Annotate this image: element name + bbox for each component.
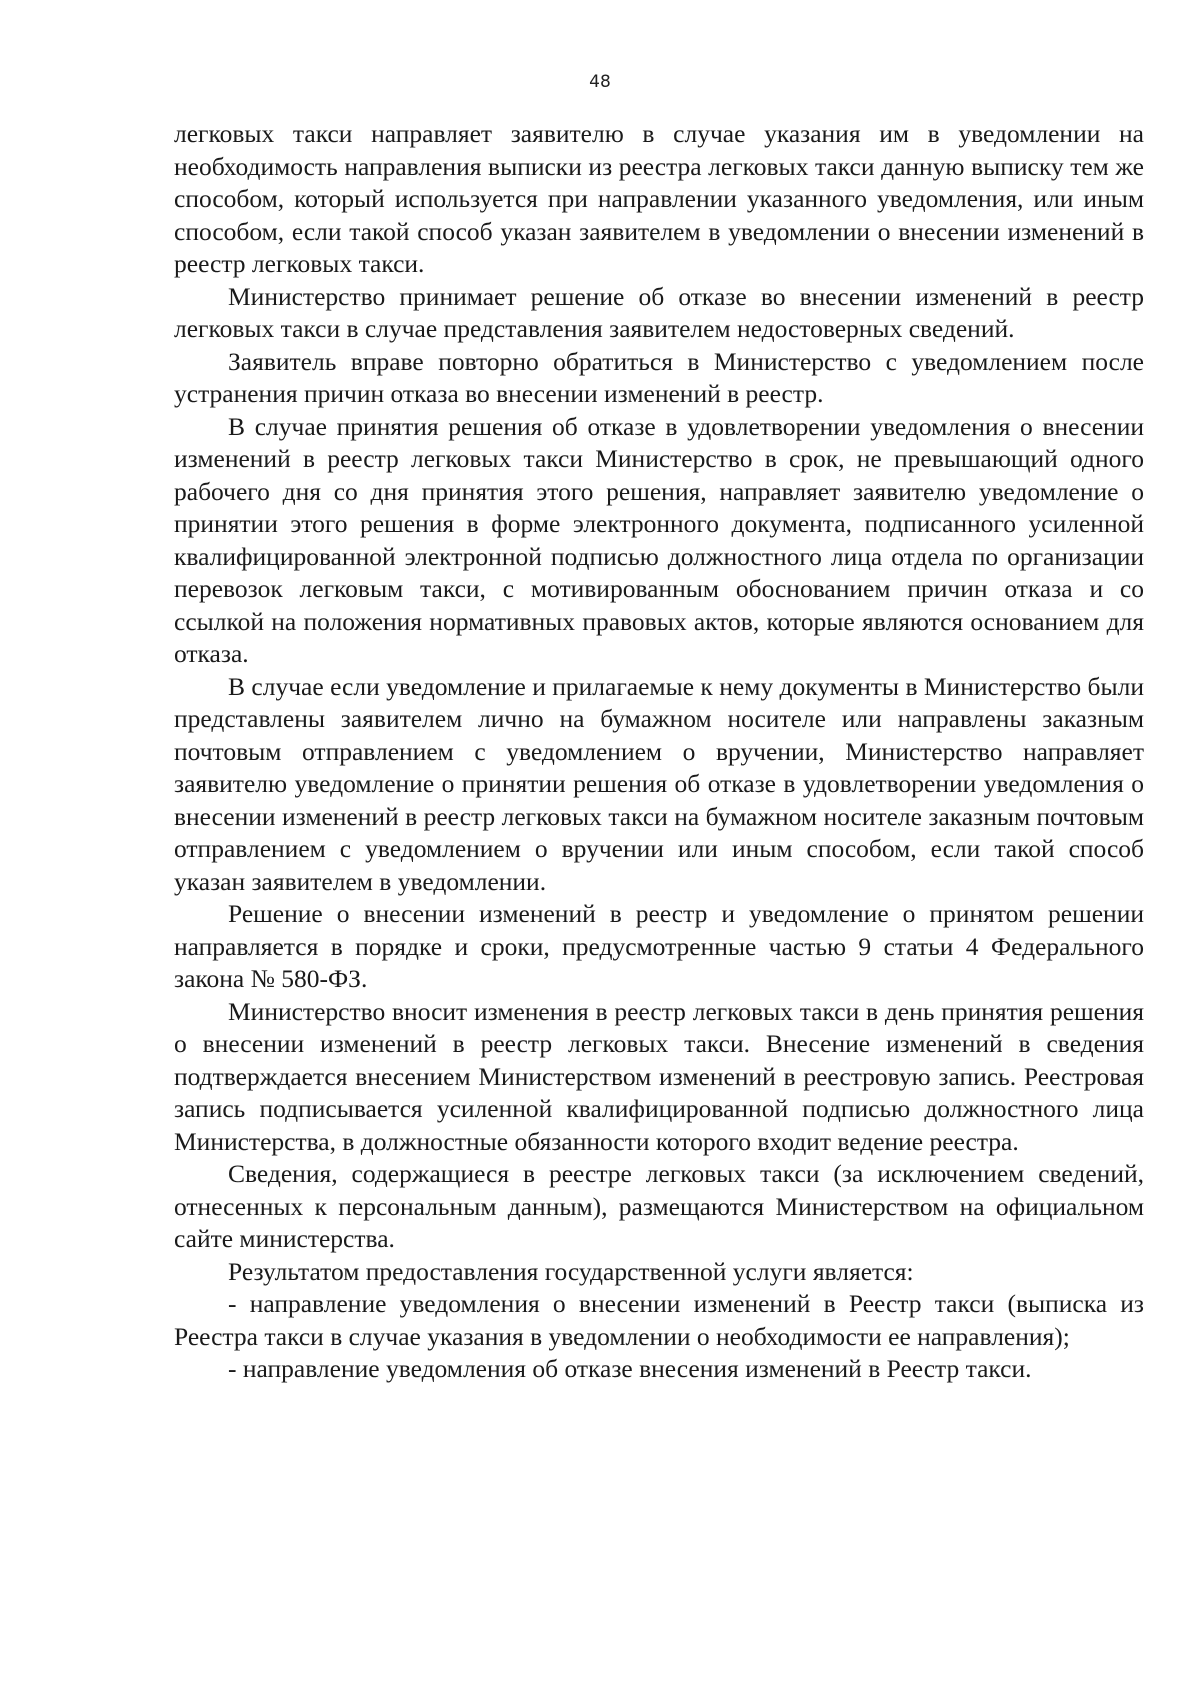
paragraph-refusal-decision: Министерство принимает решение об отказе во внесении изменений в реестр легковых такси в случае представления заявителем недостоверных сведений. [174, 281, 1144, 343]
paragraph-registry-changes: Министерство вносит изменения в реестр легковых такси в день принятия решения о внесении изменений в реестр легковых такси. Внесение изменений в сведения подтверждается внесением Министерством изменений в реестровую запись. Реестровая запись подписывается усиленной квалифицированной подписью должностного лица Министерства, в должностные обязанности которого входит ведение реестра. [174, 996, 1144, 1156]
paragraph-service-result-intro: Результатом предоставления государственной услуги является: [228, 1256, 914, 1286]
paragraph-electronic-refusal-notice: В случае принятия решения об отказе в удовлетворении уведомления о внесении изменений в реестр легковых такси Министерство в срок, не превышающий одного рабочего дня со дня принятия этого решения, направляет заявителю уведомление о принятии этого решения в форме электронного документа, подписанного усиленной квалифицированной электронной подписью должностного лица отдела по организации перевозок легковым такси, с мотивированным обоснованием причин отказа и со ссылкой на положения нормативных правовых актов, которые являются основанием для отказа. [174, 411, 1144, 668]
document-body [174, 118, 1144, 1386]
paragraph-registry-publication: Сведения, содержащиеся в реестре легковых такси (за исключением сведений, отнесенных к персональным данным), размещаются Министерством на официальном сайте министерства. [174, 1159, 1144, 1253]
paragraph-decision-procedure: Решение о внесении изменений в реестр и уведомление о принятом решении направляется в порядке и сроки, предусмотренные частью 9 статьи 4 Федерального закона № 580-ФЗ. [174, 899, 1144, 993]
paragraph-reapplication: Заявитель вправе повторно обратиться в Министерство с уведомлением после устранения причин отказа во внесении изменений в реестр. [174, 346, 1144, 408]
list-item-refusal-notice: - направление уведомления об отказе внесения изменений в Реестр такси. [228, 1354, 1032, 1383]
paragraph-paper-refusal-notice: В случае если уведомление и прилагаемые к нему документы в Министерство были представлены заявителем лично на бумажном носителе или направлены заказным почтовым отправлением с уведомлением о вручении, Министерство направляет заявителю уведомление о принятии решения об отказе в удовлетворении уведомления о внесении изменений в реестр легковых такси на бумажном носителе заказным почтовым отправлением с уведомлением о вручении или иным способом, если такой способ указан заявителем в уведомлении. [174, 671, 1144, 896]
list-item-change-notice: - направление уведомления о внесении изменений в Реестр такси (выписка из Реестра такси в случае указания в уведомлении о необходимости ее направления); [174, 1289, 1144, 1351]
paragraph-registry-extract-delivery: легковых такси направляет заявителю в случае указания им в уведомлении на необходимость направления выписки из реестра легковых такси данную выписку тем же способом, который используется при направлении указанного уведомления, или иным способом, если такой способ указан заявителем в уведомлении о внесении изменений в реестр легковых такси. [174, 119, 1144, 278]
page-number: 48 [589, 72, 611, 92]
